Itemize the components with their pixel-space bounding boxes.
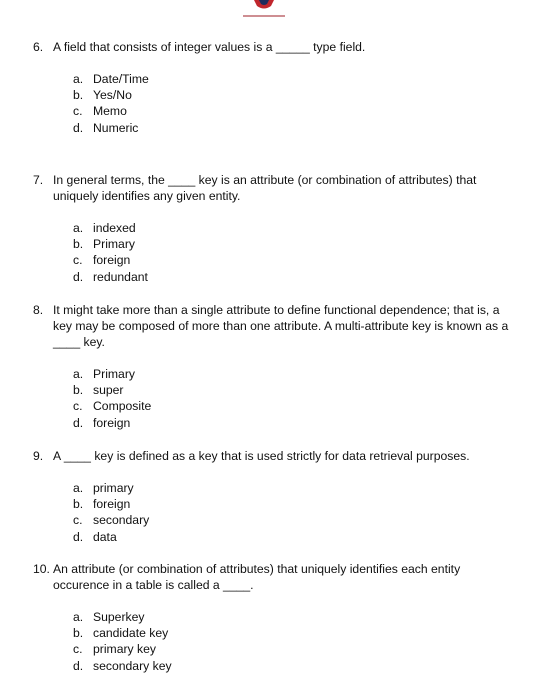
option-letter: b. <box>73 497 84 512</box>
option-letter: d. <box>73 529 84 544</box>
option-text: indexed <box>93 221 136 235</box>
answer-options <box>0 366 553 431</box>
option-letter: b. <box>73 88 84 103</box>
question-text: A field that consists of integer values is a _____ type field. <box>53 40 366 54</box>
option-a <box>0 480 553 496</box>
option-b <box>0 87 553 103</box>
answer-options <box>0 220 553 285</box>
option-text: primary key <box>93 642 156 657</box>
option-b <box>0 382 553 398</box>
option-text: foreign <box>93 253 131 268</box>
answer-options <box>0 71 553 136</box>
option-letter: c. <box>73 399 83 414</box>
option-b <box>0 625 553 641</box>
option-letter: a. <box>73 72 84 86</box>
option-letter: c. <box>73 513 83 528</box>
option-c <box>0 398 553 414</box>
option-text: Primary <box>93 237 135 252</box>
answer-options <box>0 480 553 545</box>
option-text: Superkey <box>93 610 145 624</box>
option-d <box>0 269 553 285</box>
option-letter: d. <box>73 415 84 430</box>
question-number: 10. <box>33 562 50 576</box>
option-a <box>0 609 553 625</box>
option-letter: d. <box>73 658 84 673</box>
option-c <box>0 252 553 268</box>
option-text: primary <box>93 481 134 495</box>
option-a <box>0 71 553 87</box>
option-letter: d. <box>73 269 84 284</box>
option-letter: c. <box>73 104 83 119</box>
option-text: Numeric <box>93 120 139 135</box>
option-letter: c. <box>73 253 83 268</box>
option-letter: d. <box>73 120 84 135</box>
option-text: Primary <box>93 367 135 381</box>
option-letter: a. <box>73 221 84 235</box>
question-number: 7. <box>33 173 44 187</box>
question-number: 9. <box>33 449 44 463</box>
option-c <box>0 512 553 528</box>
option-d <box>0 415 553 431</box>
option-d <box>0 120 553 136</box>
option-letter: b. <box>73 626 84 641</box>
option-text: Composite <box>93 399 152 414</box>
question-text: A ____ key is defined as a key that is used strictly for data retrieval purposes. <box>53 449 470 463</box>
option-text: Yes/No <box>93 88 132 103</box>
option-text: Date/Time <box>93 72 149 86</box>
question-text: An attribute (or combination of attributes) that uniquely identifies each entity occurence in a table is called a ____. <box>53 562 461 592</box>
option-text: foreign <box>93 497 131 512</box>
header-logo-crest <box>240 0 288 22</box>
option-a <box>0 220 553 236</box>
option-text: secondary <box>93 513 150 528</box>
option-letter: a. <box>73 481 84 495</box>
option-a <box>0 366 553 382</box>
option-text: data <box>93 529 117 544</box>
option-text: redundant <box>93 269 148 284</box>
option-text: candidate key <box>93 626 169 641</box>
option-d <box>0 658 553 674</box>
option-text: secondary key <box>93 658 172 673</box>
option-b <box>0 236 553 252</box>
option-letter: a. <box>73 610 84 624</box>
question-number: 8. <box>33 303 44 317</box>
option-letter: b. <box>73 383 84 398</box>
option-b <box>0 496 553 512</box>
option-text: Memo <box>93 104 127 119</box>
option-letter: a. <box>73 367 84 381</box>
option-c <box>0 103 553 119</box>
option-d <box>0 529 553 545</box>
question-text: In general terms, the ____ key is an attribute (or combination of attributes) that uniquely identifies any given entity. <box>53 173 477 203</box>
question-number: 6. <box>33 40 44 54</box>
option-text: foreign <box>93 415 131 430</box>
answer-options <box>0 609 553 674</box>
option-letter: c. <box>73 642 83 657</box>
option-letter: b. <box>73 237 84 252</box>
question-text: It might take more than a single attribute to define functional dependence; that is, a key may be composed of more than one attribute. A multi-attribute key is known as a ____ key. <box>53 303 509 349</box>
option-text: super <box>93 383 124 398</box>
option-c <box>0 641 553 657</box>
